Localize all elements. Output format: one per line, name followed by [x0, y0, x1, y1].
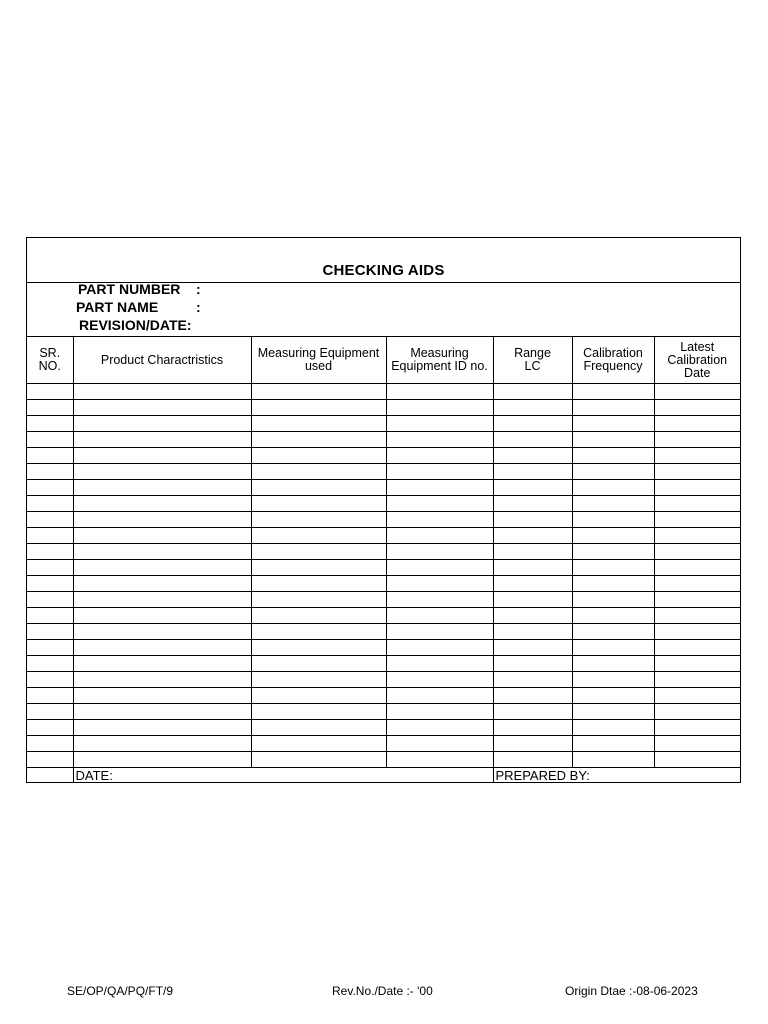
table-cell[interactable] [27, 496, 73, 512]
table-cell[interactable] [493, 512, 572, 528]
part-name-field [76, 299, 201, 315]
table-cell[interactable] [386, 512, 493, 528]
table-cell[interactable] [493, 688, 572, 704]
footer-doc-code: SE/OP/QA/PQ/FT/9 [67, 984, 174, 998]
table-cell[interactable] [27, 512, 73, 528]
table-cell[interactable] [73, 672, 251, 688]
table-cell[interactable] [493, 432, 572, 448]
table-cell[interactable] [73, 592, 251, 608]
table-cell[interactable] [654, 624, 740, 640]
table-cell[interactable] [73, 512, 251, 528]
table-cell[interactable] [73, 560, 251, 576]
table-row [27, 736, 740, 752]
table-cell[interactable] [73, 464, 251, 480]
table-cell[interactable] [73, 528, 251, 544]
table-cell[interactable] [251, 496, 386, 512]
table-cell[interactable] [251, 480, 386, 496]
part-name-colon: : [196, 299, 201, 315]
footer-origin-date: Origin Dtae :-08-06-2023 [565, 984, 698, 998]
table-cell[interactable] [572, 448, 654, 464]
table-row [27, 400, 740, 416]
table-cell[interactable] [572, 384, 654, 400]
table-cell[interactable] [27, 400, 73, 416]
table-row [27, 512, 740, 528]
table-cell[interactable] [27, 688, 73, 704]
table-cell[interactable] [27, 704, 73, 720]
table-cell[interactable] [251, 512, 386, 528]
table-cell[interactable] [27, 480, 73, 496]
table-cell[interactable] [73, 704, 251, 720]
table-cell[interactable] [251, 592, 386, 608]
table-cell[interactable] [386, 720, 493, 736]
sr-no-header: SR. NO. [38, 346, 61, 373]
table-row [27, 592, 740, 608]
table-cell[interactable] [386, 736, 493, 752]
table-cell[interactable] [73, 480, 251, 496]
table-cell[interactable] [27, 672, 73, 688]
table-cell[interactable] [251, 656, 386, 672]
table-cell[interactable] [572, 736, 654, 752]
table-cell[interactable] [73, 576, 251, 592]
table-cell[interactable] [493, 448, 572, 464]
table-row [27, 448, 740, 464]
table-cell[interactable] [654, 400, 740, 416]
table-cell[interactable] [386, 544, 493, 560]
table-cell[interactable] [73, 640, 251, 656]
table-cell[interactable] [493, 416, 572, 432]
table-cell[interactable] [654, 560, 740, 576]
part-info-section [27, 283, 740, 337]
table-cell[interactable] [386, 672, 493, 688]
table-footer-row [27, 768, 740, 783]
form-title-row [27, 238, 740, 283]
table-cell[interactable] [251, 416, 386, 432]
table-cell[interactable] [386, 416, 493, 432]
table-cell[interactable] [73, 384, 251, 400]
table-cell[interactable] [27, 608, 73, 624]
table-cell[interactable] [654, 592, 740, 608]
table-cell[interactable] [572, 528, 654, 544]
table-cell[interactable] [73, 720, 251, 736]
table-cell[interactable] [654, 464, 740, 480]
date-label: DATE: [75, 767, 113, 783]
table-cell[interactable] [27, 592, 73, 608]
table-cell[interactable] [572, 544, 654, 560]
footer-blank-cell [27, 768, 73, 783]
table-cell[interactable] [493, 464, 572, 480]
table-cell[interactable] [493, 592, 572, 608]
table-cell[interactable] [493, 400, 572, 416]
table-cell[interactable] [386, 704, 493, 720]
table-row [27, 544, 740, 560]
table-cell[interactable] [572, 752, 654, 768]
date-cell[interactable] [73, 768, 493, 783]
table-cell[interactable] [251, 752, 386, 768]
table-cell[interactable] [572, 688, 654, 704]
footer-rev: Rev.No./Date :- '00 [332, 984, 433, 998]
table-cell[interactable] [572, 656, 654, 672]
table-row [27, 432, 740, 448]
table-row [27, 752, 740, 768]
table-cell[interactable] [386, 480, 493, 496]
table-cell[interactable] [386, 608, 493, 624]
table-cell[interactable] [493, 528, 572, 544]
table-row [27, 720, 740, 736]
table-cell[interactable] [27, 432, 73, 448]
table-cell[interactable] [386, 640, 493, 656]
table-cell[interactable] [654, 704, 740, 720]
table-cell[interactable] [572, 432, 654, 448]
revision-date-label: REVISION/DATE: [79, 317, 192, 333]
table-cell[interactable] [493, 656, 572, 672]
table-cell[interactable] [493, 704, 572, 720]
table-cell[interactable] [73, 416, 251, 432]
table-cell[interactable] [493, 480, 572, 496]
prepared-by-label: PREPARED BY: [495, 767, 590, 783]
table-row [27, 656, 740, 672]
table-cell[interactable] [386, 688, 493, 704]
table-cell[interactable] [572, 496, 654, 512]
table-row [27, 672, 740, 688]
table-cell[interactable] [27, 752, 73, 768]
table-cell[interactable] [493, 752, 572, 768]
table-cell[interactable] [386, 400, 493, 416]
table-cell[interactable] [493, 496, 572, 512]
table-cell[interactable] [572, 416, 654, 432]
revision-date-field [79, 317, 192, 333]
table-cell[interactable] [27, 384, 73, 400]
table-cell[interactable] [27, 528, 73, 544]
table-row [27, 560, 740, 576]
table-cell[interactable] [572, 480, 654, 496]
table-cell[interactable] [572, 720, 654, 736]
table-cell[interactable] [27, 560, 73, 576]
table-cell[interactable] [73, 752, 251, 768]
table-row [27, 416, 740, 432]
table-cell[interactable] [654, 752, 740, 768]
table-cell[interactable] [251, 672, 386, 688]
table-cell[interactable] [73, 496, 251, 512]
part-name-label: PART NAME [76, 299, 159, 315]
table-row [27, 624, 740, 640]
table-cell[interactable] [654, 640, 740, 656]
table-cell[interactable] [572, 464, 654, 480]
part-number-field [78, 281, 201, 297]
table-cell[interactable] [493, 736, 572, 752]
table-cell[interactable] [73, 736, 251, 752]
table-row [27, 384, 740, 400]
table-cell[interactable] [27, 544, 73, 560]
table-cell[interactable] [251, 640, 386, 656]
table-cell[interactable] [654, 496, 740, 512]
table-cell[interactable] [251, 448, 386, 464]
table-cell[interactable] [572, 672, 654, 688]
table-cell[interactable] [572, 640, 654, 656]
table-cell[interactable] [572, 576, 654, 592]
table-cell[interactable] [386, 592, 493, 608]
latest-calibration-date-header: Latest Calibration Date [654, 337, 740, 384]
table-header-row [27, 337, 740, 384]
table-cell[interactable] [27, 624, 73, 640]
table-cell[interactable] [493, 544, 572, 560]
table-cell[interactable] [493, 640, 572, 656]
table-cell[interactable] [654, 384, 740, 400]
table-cell[interactable] [493, 608, 572, 624]
part-number-colon: : [196, 281, 201, 297]
table-cell[interactable] [251, 464, 386, 480]
table-row [27, 464, 740, 480]
table-cell[interactable] [27, 416, 73, 432]
form-title: CHECKING AIDS [322, 262, 445, 279]
table-cell[interactable] [73, 656, 251, 672]
table-cell[interactable] [572, 704, 654, 720]
table-cell[interactable] [251, 736, 386, 752]
table-cell[interactable] [73, 624, 251, 640]
table-row [27, 496, 740, 512]
table-cell[interactable] [27, 448, 73, 464]
table-cell[interactable] [386, 624, 493, 640]
table-row [27, 576, 740, 592]
table-cell[interactable] [251, 528, 386, 544]
table-cell[interactable] [654, 656, 740, 672]
table-row [27, 688, 740, 704]
table-cell[interactable] [386, 448, 493, 464]
table-cell[interactable] [27, 736, 73, 752]
table-row [27, 704, 740, 720]
table-cell[interactable] [251, 576, 386, 592]
table-cell[interactable] [654, 432, 740, 448]
table-row [27, 480, 740, 496]
calibration-frequency-header: Calibration Frequency [572, 337, 654, 384]
table-cell[interactable] [251, 544, 386, 560]
table-cell[interactable] [251, 560, 386, 576]
table-cell[interactable] [654, 416, 740, 432]
product-characteristics-header: Product Charactristics [73, 337, 251, 384]
prepared-by-cell[interactable] [493, 768, 740, 783]
checking-aids-table [27, 337, 740, 782]
table-cell[interactable] [572, 400, 654, 416]
part-number-label: PART NUMBER [78, 281, 181, 297]
table-cell[interactable] [251, 384, 386, 400]
table-cell[interactable] [386, 752, 493, 768]
table-cell[interactable] [654, 688, 740, 704]
table-cell[interactable] [251, 608, 386, 624]
table-cell[interactable] [572, 512, 654, 528]
table-cell[interactable] [386, 384, 493, 400]
checking-aids-form [26, 237, 741, 783]
table-cell[interactable] [386, 464, 493, 480]
table-cell[interactable] [572, 560, 654, 576]
table-cell[interactable] [251, 720, 386, 736]
table-cell[interactable] [73, 544, 251, 560]
table-cell[interactable] [386, 656, 493, 672]
table-cell[interactable] [654, 736, 740, 752]
table-cell[interactable] [27, 720, 73, 736]
table-cell[interactable] [27, 576, 73, 592]
table-cell[interactable] [251, 400, 386, 416]
table-cell[interactable] [493, 576, 572, 592]
table-cell[interactable] [251, 432, 386, 448]
table-cell[interactable] [572, 624, 654, 640]
table-cell[interactable] [251, 704, 386, 720]
table-cell[interactable] [654, 448, 740, 464]
table-row [27, 528, 740, 544]
table-cell[interactable] [27, 656, 73, 672]
table-cell[interactable] [654, 528, 740, 544]
table-cell[interactable] [251, 624, 386, 640]
table-cell[interactable] [73, 448, 251, 464]
table-cell[interactable] [654, 608, 740, 624]
table-cell[interactable] [654, 480, 740, 496]
table-cell[interactable] [386, 528, 493, 544]
table-cell[interactable] [654, 512, 740, 528]
table-cell[interactable] [73, 400, 251, 416]
table-cell[interactable] [251, 688, 386, 704]
equipment-id-header: Measuring Equipment ID no. [386, 337, 493, 384]
table-cell[interactable] [386, 432, 493, 448]
table-cell[interactable] [572, 608, 654, 624]
table-cell[interactable] [73, 608, 251, 624]
table-cell[interactable] [654, 720, 740, 736]
table-cell[interactable] [654, 544, 740, 560]
table-cell[interactable] [73, 688, 251, 704]
table-row [27, 640, 740, 656]
table-cell[interactable] [386, 576, 493, 592]
table-cell[interactable] [27, 464, 73, 480]
table-cell[interactable] [386, 560, 493, 576]
table-cell[interactable] [572, 592, 654, 608]
table-cell[interactable] [386, 496, 493, 512]
measuring-equipment-header: Measuring Equipment used [251, 337, 386, 384]
table-cell[interactable] [493, 624, 572, 640]
table-cell[interactable] [27, 640, 73, 656]
range-lc-header: Range LC [493, 337, 572, 384]
table-cell[interactable] [493, 560, 572, 576]
table-cell[interactable] [493, 720, 572, 736]
table-cell[interactable] [493, 384, 572, 400]
table-cell[interactable] [73, 432, 251, 448]
table-cell[interactable] [654, 672, 740, 688]
table-row [27, 608, 740, 624]
table-cell[interactable] [654, 576, 740, 592]
table-cell[interactable] [493, 672, 572, 688]
